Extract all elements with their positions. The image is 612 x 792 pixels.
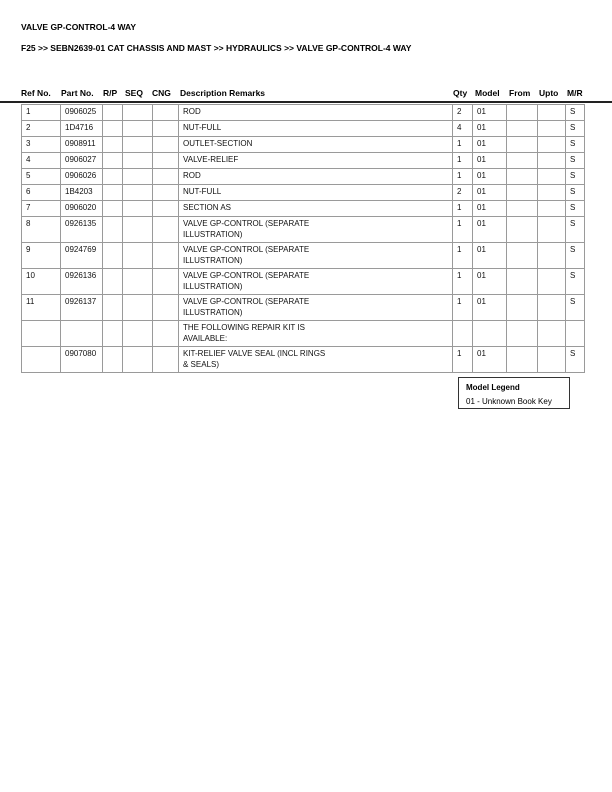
cell-part-no: 1D4716 [61,121,103,137]
cell-qty: 1 [453,347,473,373]
header-upto: Upto [539,88,559,98]
cell-mr: S [566,347,585,373]
cell-ref-no: 4 [22,153,61,169]
cell-ref-no: 9 [22,243,61,269]
cell-upto [538,105,566,121]
cell-seq [123,169,153,185]
cell-ref-no: 7 [22,201,61,217]
table-row [22,269,585,295]
cell-model: 01 [473,201,507,217]
cell-from [507,269,538,295]
cell-upto [538,217,566,243]
cell-rp [103,243,123,269]
table-row [22,321,585,347]
cell-model: 01 [473,137,507,153]
cell-qty: 1 [453,201,473,217]
cell-description: VALVE GP-CONTROL (SEPARATE ILLUSTRATION) [179,217,453,243]
cell-qty: 2 [453,185,473,201]
cell-seq [123,243,153,269]
cell-rp [103,201,123,217]
table-row [22,137,585,153]
cell-rp [103,105,123,121]
cell-seq [123,201,153,217]
cell-rp [103,347,123,373]
cell-cng [153,347,179,373]
cell-rp [103,137,123,153]
cell-seq [123,347,153,373]
cell-model [473,321,507,347]
cell-cng [153,153,179,169]
cell-part-no: 0924769 [61,243,103,269]
cell-upto [538,269,566,295]
cell-ref-no: 10 [22,269,61,295]
cell-mr: S [566,153,585,169]
cell-seq [123,269,153,295]
cell-upto [538,201,566,217]
table-row [22,169,585,185]
cell-part-no: 0906027 [61,153,103,169]
cell-part-no: 0908911 [61,137,103,153]
cell-part-no: 0926137 [61,295,103,321]
cell-ref-no: 6 [22,185,61,201]
cell-part-no: 0906026 [61,169,103,185]
cell-cng [153,295,179,321]
cell-upto [538,121,566,137]
cell-cng [153,243,179,269]
header-qty: Qty [453,88,468,98]
cell-from [507,295,538,321]
cell-seq [123,321,153,347]
cell-qty: 1 [453,243,473,269]
cell-upto [538,169,566,185]
cell-description: ROD [179,105,453,121]
cell-rp [103,121,123,137]
cell-mr: S [566,243,585,269]
cell-part-no [61,321,103,347]
cell-cng [153,185,179,201]
cell-rp [103,169,123,185]
cell-upto [538,185,566,201]
legend-title: Model Legend [466,383,520,392]
cell-seq [123,121,153,137]
header-seq: SEQ [125,88,143,98]
cell-part-no: 0907080 [61,347,103,373]
cell-description: OUTLET-SECTION [179,137,453,153]
cell-model: 01 [473,217,507,243]
cell-from [507,105,538,121]
cell-from [507,169,538,185]
cell-part-no: 0906025 [61,105,103,121]
cell-part-no: 1B4203 [61,185,103,201]
cell-model: 01 [473,295,507,321]
header-description: Description Remarks [180,88,266,98]
cell-rp [103,153,123,169]
cell-description: VALVE GP-CONTROL (SEPARATE ILLUSTRATION) [179,295,453,321]
cell-mr: S [566,121,585,137]
cell-model: 01 [473,153,507,169]
cell-description: NUT-FULL [179,185,453,201]
model-legend [458,377,570,409]
cell-ref-no [22,347,61,373]
cell-upto [538,295,566,321]
cell-cng [153,217,179,243]
header-rp: R/P [103,88,118,98]
cell-from [507,185,538,201]
cell-cng [153,121,179,137]
table-row [22,243,585,269]
cell-qty: 4 [453,121,473,137]
cell-description: VALVE GP-CONTROL (SEPARATE ILLUSTRATION) [179,269,453,295]
cell-rp [103,295,123,321]
cell-mr: S [566,185,585,201]
cell-part-no: 0926136 [61,269,103,295]
cell-part-no: 0906020 [61,201,103,217]
cell-rp [103,217,123,243]
cell-mr: S [566,201,585,217]
cell-model: 01 [473,169,507,185]
header-divider [0,101,612,103]
cell-description: SECTION AS [179,201,453,217]
cell-mr: S [566,269,585,295]
cell-seq [123,217,153,243]
cell-ref-no: 2 [22,121,61,137]
cell-description: VALVE-RELIEF [179,153,453,169]
cell-seq [123,153,153,169]
cell-seq [123,185,153,201]
cell-upto [538,243,566,269]
cell-cng [153,201,179,217]
cell-cng [153,169,179,185]
cell-rp [103,185,123,201]
cell-cng [153,321,179,347]
header-cng: CNG [152,88,171,98]
cell-mr: S [566,217,585,243]
header-part-no: Part No. [61,88,94,98]
cell-mr [566,321,585,347]
cell-model: 01 [473,121,507,137]
table-row [22,153,585,169]
cell-seq [123,105,153,121]
breadcrumb: F25 >> SEBN2639-01 CAT CHASSIS AND MAST >> HYDRAULICS >> VALVE GP-CONTROL-4 WAY [21,43,412,53]
cell-model: 01 [473,185,507,201]
cell-ref-no: 11 [22,295,61,321]
table-row [22,347,585,373]
cell-mr: S [566,105,585,121]
cell-ref-no: 5 [22,169,61,185]
cell-mr: S [566,137,585,153]
cell-from [507,217,538,243]
cell-from [507,121,538,137]
header-ref-no: Ref No. [21,88,51,98]
cell-seq [123,137,153,153]
header-model: Model [475,88,500,98]
cell-rp [103,321,123,347]
cell-description: VALVE GP-CONTROL (SEPARATE ILLUSTRATION) [179,243,453,269]
cell-from [507,321,538,347]
cell-from [507,137,538,153]
cell-ref-no: 8 [22,217,61,243]
cell-cng [153,137,179,153]
cell-qty: 1 [453,153,473,169]
cell-part-no: 0926135 [61,217,103,243]
cell-cng [153,105,179,121]
header-mr: M/R [567,88,583,98]
cell-description: NUT-FULL [179,121,453,137]
cell-qty: 1 [453,137,473,153]
table-row [22,121,585,137]
cell-qty: 2 [453,105,473,121]
cell-qty: 1 [453,169,473,185]
cell-upto [538,153,566,169]
cell-description: THE FOLLOWING REPAIR KIT IS AVAILABLE: [179,321,453,347]
cell-mr: S [566,169,585,185]
cell-description: KIT-RELIEF VALVE SEAL (INCL RINGS & SEALS) [179,347,453,373]
header-from: From [509,88,531,98]
cell-model: 01 [473,347,507,373]
table-row [22,185,585,201]
cell-qty [453,321,473,347]
cell-upto [538,321,566,347]
cell-cng [153,269,179,295]
table-row [22,295,585,321]
cell-from [507,153,538,169]
cell-model: 01 [473,269,507,295]
cell-upto [538,347,566,373]
cell-rp [103,269,123,295]
table-row [22,217,585,243]
cell-ref-no [22,321,61,347]
cell-from [507,347,538,373]
parts-table [21,104,585,373]
cell-from [507,243,538,269]
cell-seq [123,295,153,321]
cell-qty: 1 [453,269,473,295]
cell-mr: S [566,295,585,321]
cell-model: 01 [473,243,507,269]
cell-ref-no: 3 [22,137,61,153]
cell-qty: 1 [453,217,473,243]
cell-upto [538,137,566,153]
page-title: VALVE GP-CONTROL-4 WAY [21,22,137,32]
table-row [22,201,585,217]
cell-description: ROD [179,169,453,185]
legend-entry: 01 - Unknown Book Key [466,397,552,406]
table-row [22,105,585,121]
cell-model: 01 [473,105,507,121]
cell-from [507,201,538,217]
cell-qty: 1 [453,295,473,321]
cell-ref-no: 1 [22,105,61,121]
